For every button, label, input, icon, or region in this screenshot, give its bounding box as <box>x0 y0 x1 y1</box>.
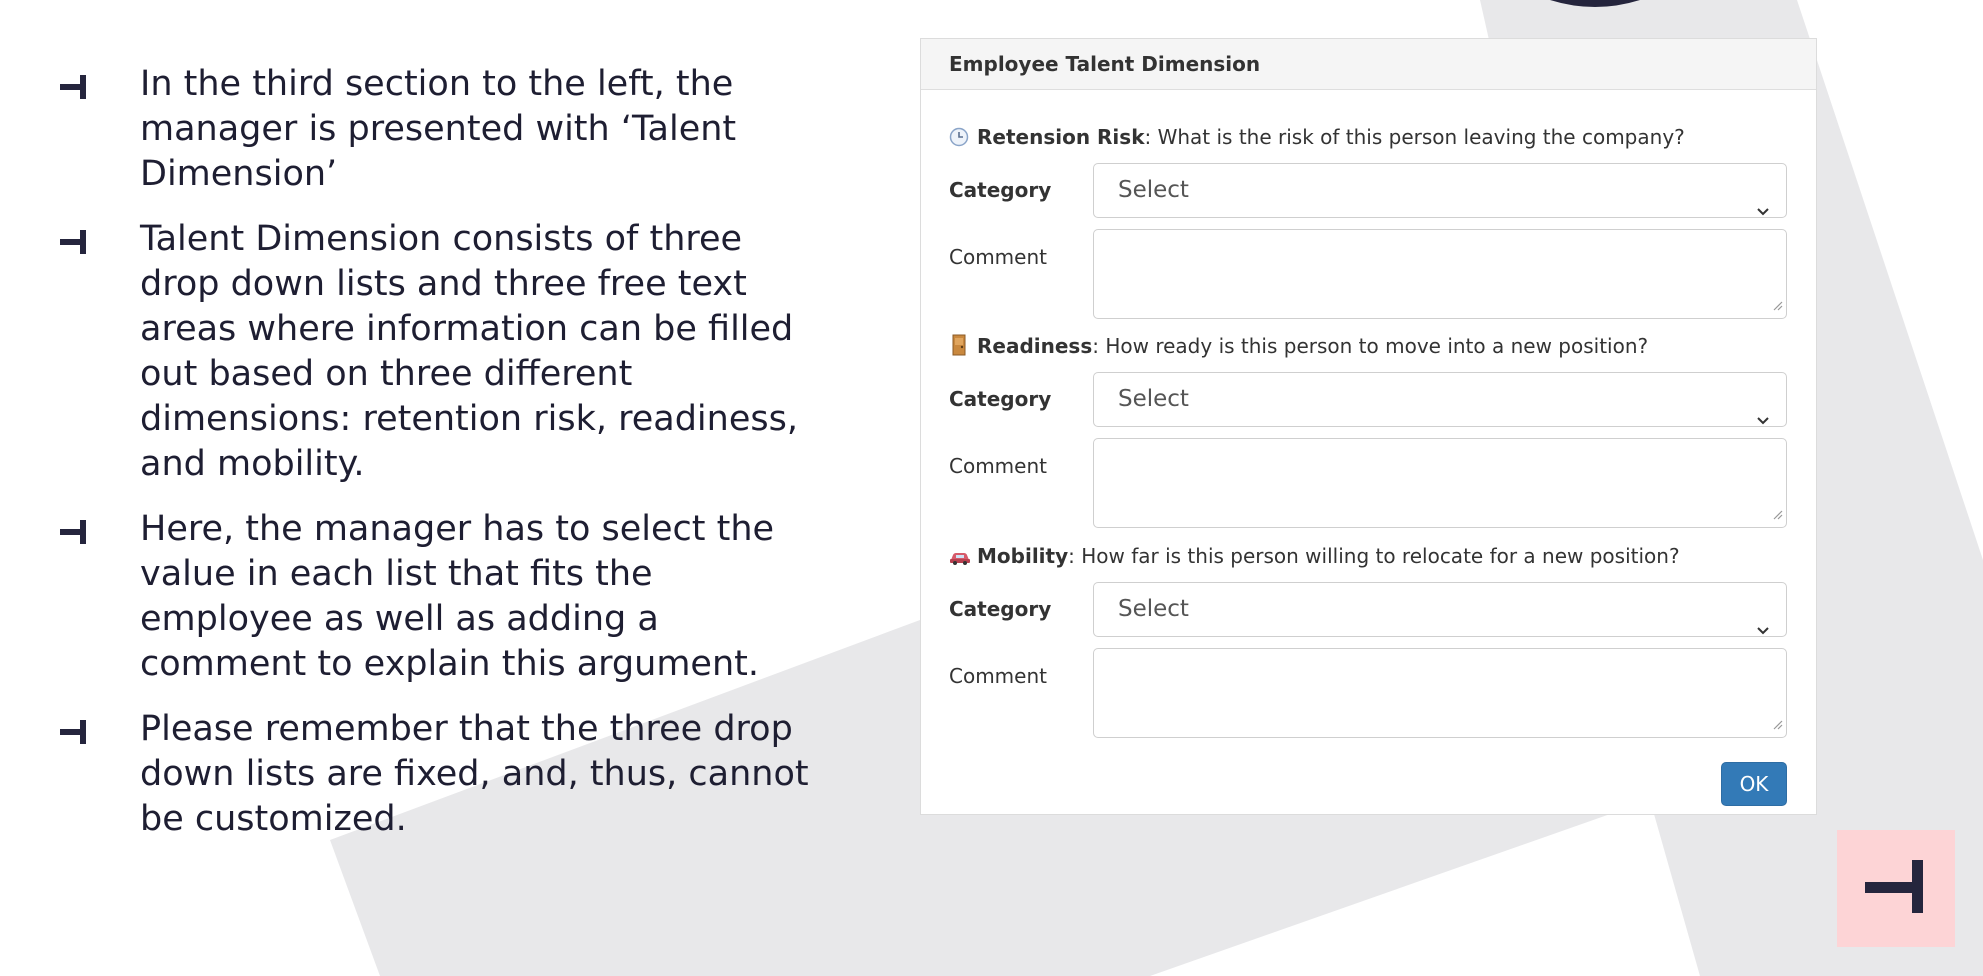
retension-risk-question-text: : What is the risk of this person leaving the company? <box>1144 125 1685 149</box>
select-value: Select <box>1118 386 1189 412</box>
readiness-comment-textarea[interactable] <box>1093 438 1787 528</box>
bracket-bullet-icon <box>60 217 140 254</box>
comment-label: Comment <box>949 245 1047 269</box>
readiness-question-text: : How ready is this person to move into a new position? <box>1092 334 1649 358</box>
retension-risk-category-select[interactable] <box>1093 163 1787 218</box>
bullet-text: Please remember that the three drop down lists are fixed, and, thus, cannot be customized. <box>140 709 809 839</box>
category-label: Category <box>949 597 1052 621</box>
talent-dimension-dialog <box>920 38 1817 815</box>
retension-risk-question <box>949 125 1685 149</box>
bracket-logo-icon <box>1837 830 1955 947</box>
ok-button[interactable]: OK <box>1721 762 1787 806</box>
select-value: Select <box>1118 596 1189 622</box>
bullet-item <box>60 217 820 487</box>
mobility-question-text: : How far is this person willing to relocate for a new position? <box>1068 544 1680 568</box>
comment-label: Comment <box>949 454 1047 478</box>
dialog-title: Employee Talent Dimension <box>921 39 1816 90</box>
category-label: Category <box>949 178 1052 202</box>
readiness-question <box>949 334 1648 358</box>
mobility-comment-textarea[interactable] <box>1093 648 1787 738</box>
bullet-item <box>60 507 820 687</box>
readiness-category-select[interactable] <box>1093 372 1787 427</box>
resize-grip-icon[interactable] <box>1771 505 1783 524</box>
bullet-list <box>60 62 820 862</box>
category-label: Category <box>949 387 1052 411</box>
bullet-item <box>60 62 820 197</box>
logo-badge <box>1837 830 1955 947</box>
retension-risk-label: Retension Risk <box>977 125 1145 149</box>
mobility-question <box>949 544 1680 569</box>
bullet-text: Talent Dimension consists of three drop down lists and three free text areas where information can be filled out based on three different dimensions: retention risk, readiness, and mobility. <box>140 219 798 484</box>
bracket-bullet-icon <box>60 62 140 99</box>
bullet-item <box>60 707 820 842</box>
bracket-bullet-icon <box>60 707 140 744</box>
resize-grip-icon[interactable] <box>1771 715 1783 734</box>
comment-label: Comment <box>949 664 1047 688</box>
select-value: Select <box>1118 177 1189 203</box>
car-icon <box>949 547 971 569</box>
bullet-text: Here, the manager has to select the value in each list that fits the employee as well as adding a comment to explain this argument. <box>140 509 775 684</box>
resize-grip-icon[interactable] <box>1771 296 1783 315</box>
bracket-bullet-icon <box>60 507 140 544</box>
mobility-label: Mobility <box>977 544 1069 568</box>
mobility-category-select[interactable] <box>1093 582 1787 637</box>
readiness-label: Readiness <box>977 334 1093 358</box>
clock-icon <box>949 127 971 149</box>
door-icon <box>949 334 971 356</box>
bullet-text: In the third section to the left, the manager is presented with ‘Talent Dimension’ <box>140 64 737 194</box>
retension-risk-comment-textarea[interactable] <box>1093 229 1787 319</box>
